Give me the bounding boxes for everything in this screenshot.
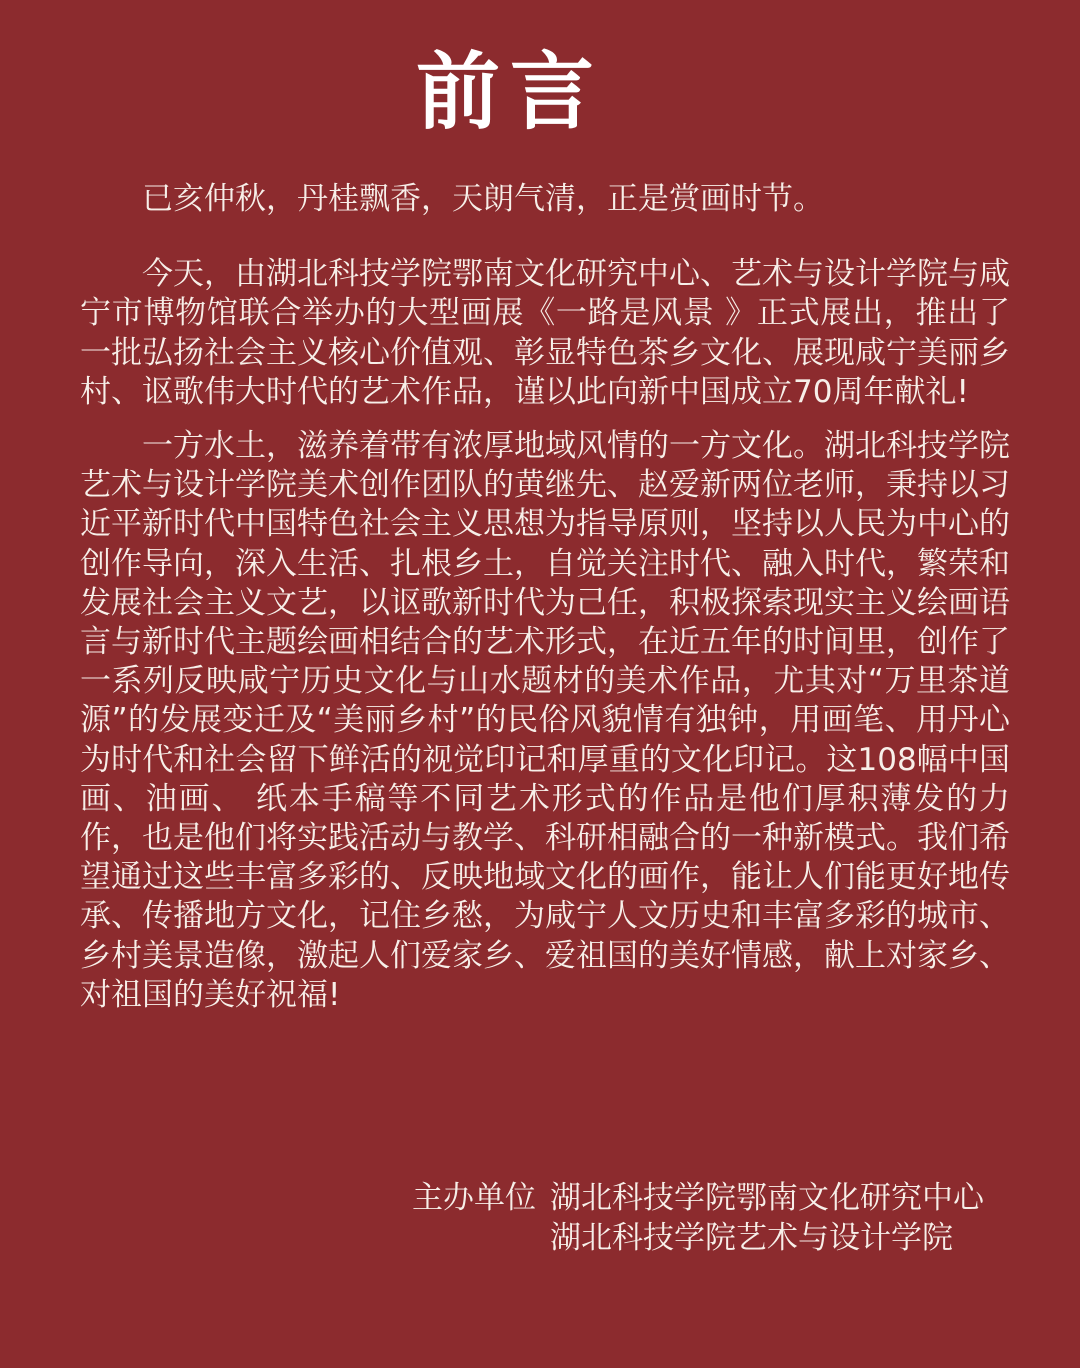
organizer-row-2 — [310, 1218, 1010, 1258]
organizers-label: 主办单位 — [412, 1180, 536, 1216]
paragraph-opening: 已亥仲秋，丹桂飘香，天朗气清，正是赏画时节。 — [142, 181, 824, 217]
paragraph-exhibition: 今天，由湖北科技学院鄂南文化研究中心、艺术与设计学院与咸宁市博物馆联合举办的大型画展《一路是风景 》正式展出，推出了一批弘扬社会主义核心价值观、彰显特色茶乡文化、展现咸宁美丽乡村、讴歌伟大时代的艺术作品，谨以此向新中国成立70周年献礼! — [80, 256, 1010, 410]
organizer-name: 湖北科技学院艺术与设计学院 — [550, 1220, 953, 1256]
preface-body — [80, 180, 1010, 1030]
organizer-row-1 — [310, 1178, 1010, 1218]
page-title: 前言 — [415, 43, 604, 141]
paragraph-artists: 一方水土，滋养着带有浓厚地域风情的一方文化。湖北科技学院艺术与设计学院美术创作团队的黄继先、赵爱新两位老师，秉持以习近平新时代中国特色社会主义思想为指导原则，坚持以人民为中心的创作导向，深入生活、扎根乡土，自觉关注时代、融入时代，繁荣和发展社会主义文艺，以讴歌新时代为己任，积极探索现实主义绘画语言与新时代主题绘画相结合的艺术形式，在近五年的时间里，创作了一系列反映咸宁历史文化与山水题材的美术作品，尤其对“万里茶道源”的发展变迁及“美丽乡村”的民俗风貌情有独钟，用画笔、用丹心为时代和社会留下鲜活的视觉印记和厚重的文化印记。这108幅中国画、油画、 纸本手稿等不同艺术形式的作品是他们厚积薄发的力作，也是他们将实践活动与教学、科研相融合的一种新模式。我们希望通过这些丰富多彩的、反映地域文化的画作，能让人们能更好地传承、传播地方文化，记住乡愁，为咸宁人文历史和丰富多彩的城市、乡村美景造像，激起人们爱家乡、爱祖国的美好情感，献上对家乡、对祖国的美好祝福! — [80, 428, 1010, 1013]
organizer-name: 湖北科技学院鄂南文化研究中心 — [550, 1180, 984, 1216]
organizers-block — [310, 1178, 1010, 1258]
